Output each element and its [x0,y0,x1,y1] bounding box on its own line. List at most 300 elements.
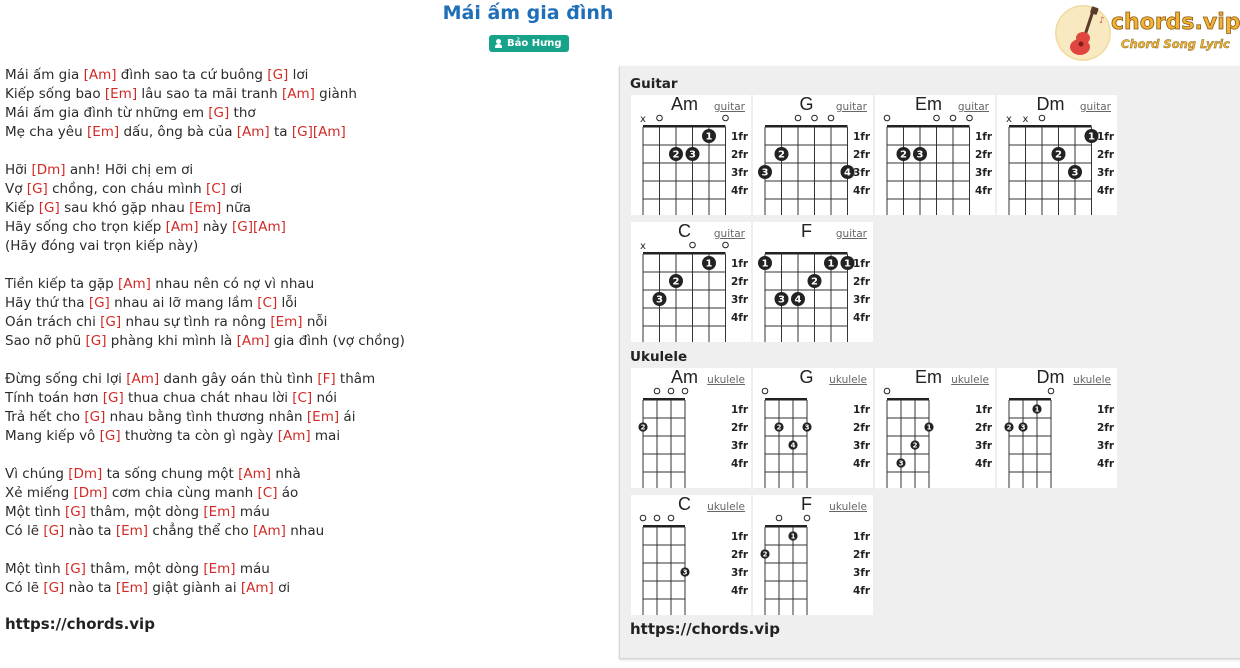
fret-label: 4fr [853,585,871,597]
chord-name: G [799,94,814,114]
lyric-text: Mang kiếp vô [5,428,100,444]
chord-link[interactable]: [Am] [277,428,311,444]
open-string-marker [1048,388,1054,394]
lyric-text: thâm [335,371,376,387]
lyric-line [5,294,405,313]
lyric-text: thường ta còn gì ngày [120,428,278,444]
chord-name: F [801,494,812,514]
lyric-text: Tính toán hơn [5,390,103,406]
ukulele-section-label: Ukulele [630,349,688,365]
chord-link[interactable]: [G] [99,428,121,444]
chord-link[interactable]: [F] [317,371,336,387]
fret-label: 3fr [853,567,871,579]
instrument-link[interactable]: guitar [713,101,745,113]
chord-link[interactable]: [G] [64,504,86,520]
instrument-link[interactable]: ukulele [707,374,745,386]
lyric-text: ơi [225,181,243,197]
chord-link[interactable]: [G] [26,181,48,197]
muted-string-marker: x [1022,114,1029,125]
lyric-text: nào ta [64,580,116,596]
muted-string-marker: x [640,114,646,125]
lyric-line [5,579,405,598]
chord-link[interactable]: [G] [267,67,289,83]
chord-link[interactable]: [G] [84,409,106,425]
lyric-text: Trả hết cho [5,409,85,425]
lyric-text: Vợ [5,181,27,197]
lyric-text: thâm, một dòng [85,504,204,520]
lyric-text: Mái ấm gia đình từ những em [5,105,209,121]
lyric-text: Sao nỡ phũ [5,333,86,349]
finger-number: 3 [1020,423,1026,432]
instrument-link[interactable]: guitar [835,101,867,113]
guitar-logo-icon [1053,2,1240,64]
finger-number: 2 [811,276,818,288]
lyric-line [5,522,405,541]
lyric-text: thơ [229,105,256,121]
finger-number: 2 [672,149,680,161]
open-string-marker [657,115,663,121]
fret-label: 2fr [731,422,749,434]
chord-link[interactable]: [Em] [270,314,303,330]
finger-number: 1 [705,258,713,270]
fret-label: 1fr [1097,404,1115,416]
open-string-marker [812,115,818,121]
fret-label: 1fr [731,404,749,416]
nut [643,398,685,401]
finger-number: 3 [761,167,769,179]
fret-label: 2fr [853,549,871,561]
lyric-text: Kiếp [5,200,39,216]
lyric-line [5,408,405,427]
fret-label: 4fr [731,312,749,324]
instrument-link[interactable]: guitar [713,228,745,240]
instrument-link[interactable]: guitar [957,101,989,113]
lyric-text: ta [269,124,292,140]
chord-name: Dm [1036,367,1065,387]
lyric-line [5,560,405,579]
lyric-text: giành [314,86,357,102]
finger-number: 1 [705,131,713,143]
finger-number: 2 [1006,423,1012,432]
lyric-text: Vì chúng [5,466,69,482]
blank-line [5,142,405,161]
chord-link[interactable]: [Am] [83,67,117,83]
lyric-text: nhau nên có nợ vì nhau [150,276,315,292]
lyric-text: áo [277,485,299,501]
lyric-line [5,389,405,408]
open-string-marker [934,115,940,121]
chord-link[interactable]: [G] [85,333,107,349]
chord-name: F [801,221,812,241]
lyric-text: dấu, ông bà của [119,124,237,140]
finger-number: 2 [912,441,918,450]
blank-line [5,446,405,465]
fret-label: 3fr [731,440,749,452]
chord-link[interactable]: [Dm] [68,466,103,482]
fret-label: 3fr [1097,440,1115,452]
lyric-text: sau khó gặp nhau [59,200,190,216]
instrument-link[interactable]: ukulele [1073,374,1111,386]
lyric-line [5,465,405,484]
lyric-line [5,237,405,256]
finger-number: 3 [916,149,924,161]
open-string-marker [762,388,768,394]
brand-text: chords.vip [1111,10,1240,35]
lyric-line [5,104,405,123]
chord-link[interactable]: [Am] [238,466,272,482]
lyric-line [5,503,405,522]
chord-link[interactable]: [G] [43,580,65,596]
finger-number: 1 [1034,405,1040,414]
fret-label: 1fr [975,404,993,416]
chord-link[interactable]: [G][Am] [291,124,346,140]
open-string-marker [723,115,729,121]
lyric-text: nhà [271,466,301,482]
finger-number: 2 [640,423,646,432]
lyric-text: anh! Hỡi chị em ơi [65,162,194,178]
lyric-text: nào ta [64,523,116,539]
chord-link[interactable]: [G] [88,295,110,311]
song-title: Mái ấm gia đình [442,2,614,24]
ukulele-chord-c[interactable] [631,495,751,615]
finger-number: 1 [1088,131,1095,143]
open-string-marker [967,115,973,121]
chord-link[interactable]: [Am] [281,86,315,102]
lyric-line [5,199,405,218]
fret-label: 1fr [1097,131,1115,143]
lyric-line [5,123,405,142]
fret-label: 3fr [853,167,871,179]
open-string-marker [723,242,729,248]
panel-site-url[interactable]: https://chords.vip [630,620,780,638]
lyric-text: Có lẽ [5,523,44,539]
fret-label: 3fr [1097,167,1115,179]
chord-name: C [678,494,691,514]
nut [765,252,848,255]
finger-number: 1 [926,423,932,432]
site-url[interactable]: https://chords.vip [5,615,155,633]
finger-number: 4 [790,441,796,450]
instrument-link[interactable]: ukulele [707,501,745,513]
lyric-text: Hỡi [5,162,32,178]
lyric-text: chẳng thể cho [148,523,254,539]
guitar-chord-am[interactable] [631,95,751,215]
ukulele-chord-am[interactable] [631,368,751,488]
fret-label: 2fr [731,549,749,561]
blank-line [5,256,405,275]
lyric-text: thâm, một dòng [85,561,204,577]
open-string-marker [884,388,890,394]
fret-label: 3fr [731,167,749,179]
lyric-text: ta sống chung một [102,466,239,482]
lyric-text: máu [235,561,270,577]
lyric-line [5,161,405,180]
guitar-section-label: Guitar [630,76,678,92]
finger-number: 3 [656,294,663,306]
chord-link[interactable]: [C] [292,390,313,406]
lyric-text: Kiếp sống bao [5,86,105,102]
fret-label: 1fr [731,531,749,543]
guitar-chord-dm[interactable] [997,95,1117,215]
fret-label: 2fr [853,149,871,161]
lyric-text: nhau ai lỡ mang lầm [109,295,258,311]
fret-label: 4fr [731,185,749,197]
fret-label: 4fr [1097,458,1115,470]
chord-link[interactable]: [Am] [165,219,199,235]
fret-label: 2fr [853,422,871,434]
chord-name: G [799,367,814,387]
chord-link[interactable]: [G] [64,561,86,577]
open-string-marker [828,115,834,121]
lyric-line [5,370,405,389]
fret-label: 2fr [1097,149,1115,161]
fret-label: 4fr [853,312,871,324]
chord-name: Em [915,367,942,387]
tagline-text: Chord Song Lyric [1121,37,1230,51]
chord-link[interactable]: [Em] [306,409,340,425]
lyric-text: nói [312,390,338,406]
chord-link[interactable]: [Am] [240,580,274,596]
fret-label: 1fr [731,258,749,270]
lyric-text: Hãy sống cho trọn kiếp [5,219,166,235]
fret-label: 3fr [731,294,749,306]
blank-line [5,541,405,560]
nut [765,525,807,528]
chord-link[interactable]: [G] [102,390,124,406]
fret-label: 4fr [731,458,749,470]
lyric-line [5,66,405,85]
lyrics-block [5,66,405,598]
chord-link[interactable]: [C] [205,181,226,197]
chord-link[interactable]: [Em] [115,523,149,539]
open-string-marker [654,388,660,394]
finger-number: 2 [762,550,768,559]
lyric-text: danh gây oán thù tình [159,371,318,387]
open-string-marker [804,515,810,521]
fret-label: 3fr [853,294,871,306]
chord-link[interactable]: [G] [100,314,122,330]
fret-label: 4fr [975,458,993,470]
finger-number: 3 [778,294,785,306]
lyric-text: Hãy thứ tha [5,295,89,311]
chord-link[interactable]: [Dm] [31,162,66,178]
lyric-text: nữa [221,200,251,216]
open-string-marker [654,515,660,521]
fret-label: 4fr [853,458,871,470]
fret-label: 1fr [853,258,871,270]
lyric-text: gia đình (vợ chồng) [269,333,405,349]
fret-label: 3fr [731,567,749,579]
nut [887,398,929,401]
fret-label: 3fr [975,440,993,452]
nut [643,525,685,528]
finger-number: 1 [790,532,796,541]
finger-number: 3 [1071,167,1079,179]
lyric-line [5,85,405,104]
chord-link[interactable]: [G] [208,105,230,121]
open-string-marker [776,515,782,521]
open-string-marker [668,388,674,394]
fret-label: 4fr [731,585,749,597]
open-string-marker [640,515,646,521]
chord-name: Dm [1036,94,1065,114]
finger-number: 3 [804,423,810,432]
lyric-text: Đừng sống chi lợi [5,371,127,387]
instrument-link[interactable]: ukulele [829,501,867,513]
nut [643,125,726,128]
lyric-text: ơi [273,580,291,596]
lyric-text: mai [310,428,341,444]
lyric-line [5,180,405,199]
fret-label: 3fr [853,440,871,452]
nut [1009,398,1051,401]
ukulele-chord-g[interactable] [753,368,873,488]
finger-number: 3 [898,459,904,468]
finger-number: 4 [844,167,851,179]
fret-label: 1fr [853,131,871,143]
lyric-text: nỗi [302,314,328,330]
nut [1009,125,1092,128]
lyric-line [5,427,405,446]
blank-line [5,351,405,370]
lyric-text: đình sao ta cứ buông [116,67,268,83]
person-icon [495,39,502,48]
guitar-chord-c[interactable] [631,222,751,342]
ukulele-chord-em[interactable] [875,368,995,488]
site-logo[interactable] [1053,2,1240,64]
chord-link[interactable]: [Em] [104,86,138,102]
lyric-text: thua chua chát nhau lời [123,390,293,406]
fret-label: 1fr [853,404,871,416]
lyric-text: nhau [285,523,325,539]
artist-name: Bảo Hưng [507,38,562,49]
fret-label: 3fr [975,167,993,179]
finger-number: 1 [844,258,851,270]
instrument-link[interactable]: guitar [1079,101,1111,113]
lyric-text: nhau bằng tình thương nhân [105,409,307,425]
fret-label: 2fr [731,276,749,288]
guitar-chord-f[interactable] [753,222,873,342]
chord-link[interactable]: [Am] [236,124,270,140]
finger-number: 1 [827,258,835,270]
lyric-text: Mái ấm gia [5,67,84,83]
instrument-link[interactable]: guitar [835,228,867,240]
chord-link[interactable]: [Em] [203,504,236,520]
lyric-line [5,275,405,294]
fret-label: 1fr [853,531,871,543]
lyric-line [5,218,405,237]
nut [887,125,970,128]
muted-string-marker: x [640,241,646,252]
open-string-marker [668,515,674,521]
chord-link[interactable]: [Dm] [73,485,108,501]
lyric-line [5,484,405,503]
lyric-text: Xẻ miếng [5,485,74,501]
finger-number: 1 [761,258,769,270]
lyric-text: cơm chia cùng manh [107,485,258,501]
lyric-text: (Hãy đóng vai trọn kiếp này) [5,238,199,254]
chord-link[interactable]: [Em] [86,124,120,140]
finger-number: 2 [776,423,782,432]
finger-number: 2 [1055,149,1062,161]
lyric-text: Một tình [5,504,65,520]
lyric-text: máu [235,504,270,520]
lyric-text: này [198,219,232,235]
finger-number: 3 [682,568,688,577]
finger-number: 3 [689,149,696,161]
chord-name: Em [915,94,942,114]
open-string-marker [1039,115,1045,121]
lyric-line [5,332,405,351]
lyric-text: Mẹ cha yêu [5,124,87,140]
chord-link[interactable]: [Em] [189,200,222,216]
fret-label: 1fr [731,131,749,143]
fret-label: 1fr [975,131,993,143]
finger-number: 4 [794,294,802,306]
ukulele-chord-dm[interactable] [997,368,1117,488]
guitar-chord-em[interactable] [875,95,995,215]
lyric-text: Có lẽ [5,580,44,596]
fret-label: 4fr [975,185,993,197]
chord-link[interactable]: [C] [257,485,278,501]
instrument-link[interactable]: ukulele [951,374,989,386]
open-string-marker [884,115,890,121]
muted-string-marker: x [1006,114,1012,125]
open-string-marker [950,115,956,121]
open-string-marker [795,115,801,121]
ukulele-chord-f[interactable] [753,495,873,615]
chord-name: Am [671,94,698,114]
chord-link[interactable]: [G] [43,523,65,539]
finger-number: 2 [900,149,907,161]
finger-number: 2 [778,149,785,161]
instrument-link[interactable]: ukulele [829,374,867,386]
lyric-text: giật giành ai [148,580,241,596]
chord-link[interactable]: [Em] [203,561,236,577]
lyric-text: Oán trách chi [5,314,101,330]
nut [765,125,848,128]
fret-label: 2fr [1097,422,1115,434]
chord-link[interactable]: [Am] [253,523,286,539]
guitar-chord-g[interactable] [753,95,873,215]
svg-text:♪: ♪ [1099,16,1105,26]
chord-name: Am [671,367,698,387]
chord-link[interactable]: [G] [38,200,60,216]
lyric-text: chồng, con cháu mình [47,181,206,197]
lyric-text: Tiền kiếp ta gặp [5,276,119,292]
lyric-text: phàng khi mình là [106,333,237,349]
chord-link[interactable]: [G][Am] [231,219,286,235]
lyric-text: lỗi [277,295,298,311]
fret-label: 4fr [1097,185,1115,197]
chord-link[interactable]: [Am] [118,276,151,292]
fret-label: 2fr [975,422,993,434]
chord-link[interactable]: [Am] [126,371,160,387]
finger-number: 2 [672,276,680,288]
chord-link[interactable]: [Em] [115,580,149,596]
fret-label: 4fr [853,185,871,197]
nut [643,252,726,255]
lyric-text: Một tình [5,561,65,577]
fret-label: 2fr [853,276,871,288]
chord-link[interactable]: [Am] [236,333,270,349]
artist-badge[interactable] [489,35,569,52]
lyric-text: ái [339,409,356,425]
fret-label: 2fr [731,149,749,161]
lyric-text: lơi [288,67,309,83]
chord-link[interactable]: [C] [257,295,278,311]
fret-label: 2fr [975,149,993,161]
